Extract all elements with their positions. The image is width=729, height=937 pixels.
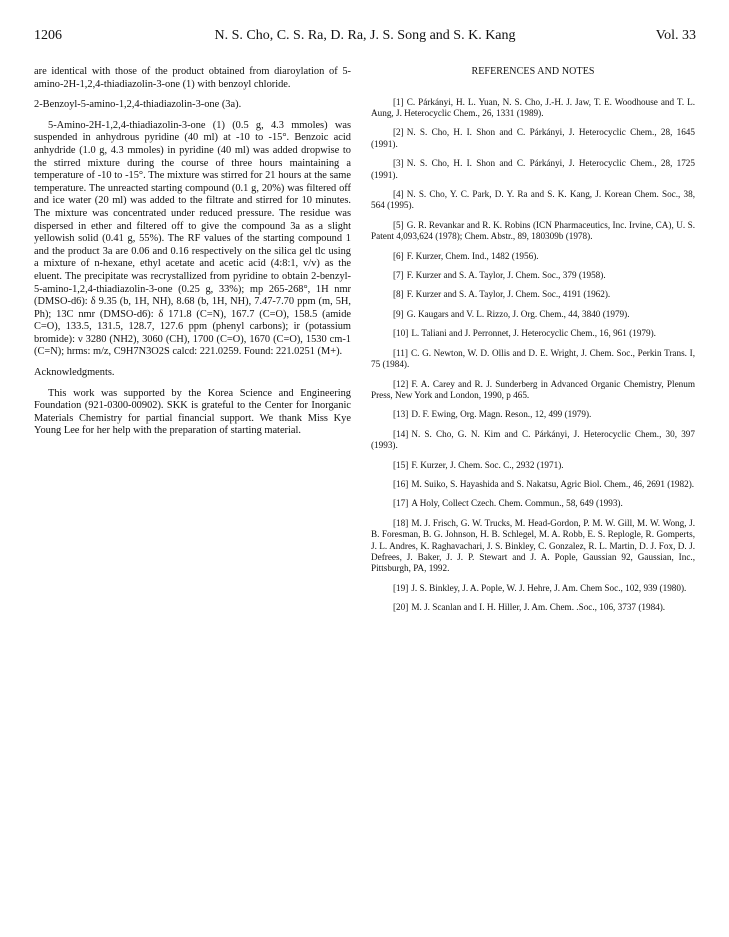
reference-number: [19] <box>393 582 409 593</box>
reference-text: F. Kurzer, Chem. Ind., 1482 (1956). <box>406 250 539 261</box>
reference-item <box>371 251 695 262</box>
reference-text: C. G. Newton, W. D. Ollis and D. E. Wright, J. Chem. Soc., Perkin Trans. I, 75 (1984). <box>371 347 695 370</box>
reference-item <box>371 328 695 339</box>
reference-item <box>371 602 695 613</box>
reference-item <box>371 518 695 575</box>
reference-text: M. J. Frisch, G. W. Trucks, M. Head-Gordon, P. M. W. Gill, M. W. Wong, J. B. Foresman, B. G. Johnson, H. B. Schlegel, M. A. Robb, E. S. Replogle, R. Gomperts, J. L. Andres, K. Raghavachari, J. S. Binkley, C. Gonzalez, R. L. Martin, D. J. Fox, D. J. Defrees, J. Baker, J. J. P. Stewart and J. A. Pople, Gaussian 92, Gaussian, Inc., Pittsburgh, PA, 1992. <box>371 517 695 574</box>
reference-item <box>371 270 695 281</box>
reference-number: [9] <box>393 308 404 319</box>
references-column <box>371 66 695 622</box>
reference-text: G. Kaugars and V. L. Rizzo, J. Org. Chem., 44, 3840 (1979). <box>406 308 630 319</box>
references-title: REFERENCES AND NOTES <box>471 66 595 77</box>
reference-text: F. A. Carey and R. J. Sunderberg in Advanced Organic Chemistry, Plenum Press, New York and London, 1990, p 465. <box>371 378 695 400</box>
reference-text: F. Kurzer and S. A. Taylor, J. Chem. Soc., 4191 (1962). <box>406 289 611 300</box>
reference-number: [10] <box>393 328 409 339</box>
acknowledgments-heading: Acknowledgments. <box>34 367 115 379</box>
reference-number: [15] <box>393 459 409 470</box>
volume-label: Vol. 33 <box>655 28 696 43</box>
left-column <box>34 66 351 446</box>
reference-number: [5] <box>393 219 404 230</box>
reference-text: F. Kurzer and S. A. Taylor, J. Chem. Soc., 379 (1958). <box>406 270 606 281</box>
reference-list <box>371 97 695 614</box>
reference-number: [18] <box>393 517 409 528</box>
reference-item <box>371 189 695 212</box>
reference-item <box>371 479 695 490</box>
reference-number: [13] <box>393 409 409 420</box>
reference-number: [4] <box>393 189 404 200</box>
reference-item <box>371 127 695 150</box>
reference-text: M. Suiko, S. Hayashida and S. Nakatsu, Agric Biol. Chem., 46, 2691 (1982). <box>411 478 695 489</box>
reference-number: [16] <box>393 478 409 489</box>
intro-paragraph: are identical with those of the product obtained from diaroylation of 5-amino-2H-1,2,4-thiadiazolin-3-one (1) with benzoyl chloride. <box>34 66 351 90</box>
reference-item <box>371 158 695 181</box>
reference-text: A Holy, Collect Czech. Chem. Commun., 58, 649 (1993). <box>411 498 623 509</box>
reference-text: N. S. Cho, H. I. Shon and C. Párkányi, J. Heterocyclic Chem., 28, 1645 (1991). <box>371 127 695 149</box>
reference-item <box>371 379 695 402</box>
compound-heading: 2-Benzoyl-5-amino-1,2,4-thiadiazolin-3-one (3a). <box>34 99 242 111</box>
reference-number: [20] <box>393 602 409 613</box>
running-authors: N. S. Cho, C. S. Ra, D. Ra, J. S. Song and S. K. Kang <box>214 28 516 43</box>
reference-item <box>371 498 695 509</box>
acknowledgments-paragraph: This work was supported by the Korea Science and Engineering Foundation (921-0300-00902). SKK is grateful to the Center for Inorganic Materials Chemistry for partial financial support. We thank Miss Kye Young Lee for her help with the preparation of starting material. <box>34 387 351 437</box>
reference-number: [3] <box>393 158 404 169</box>
reference-item <box>371 583 695 594</box>
reference-number: [7] <box>393 270 404 281</box>
procedure-paragraph: 5-Amino-2H-1,2,4-thiadiazolin-3-one (1) (0.5 g, 4.3 mmoles) was suspended in anhydrous pyridine (40 ml) at -10 to -15°. Benzoic acid anhydride (1.0 g, 4.3 mmoles) in pyridine (40 ml) was added dropwise to the stirred mixture during the course of three hours maintaining a temperature of -10 to -15°. The mixture was stirred for 21 hours at the same temperature. The unreacted starting compound (0.1 g, 20%) was filtered off and ice water (20 ml) was added to the filtrate and stirred for 10 minutes. The mixture was concentrated under reduced pressure. The residue was dispersed in ether and filtered off to give the compound 3a as a slight yellowish solid (0.41 g, 55%). The RF values of the starting compound 1 and the product 3a are 0.06 and 0.16 respectively on the silica gel tlc using a mixture of n-hexane, ethyl acetate and acetic acid (4:8:1, v/v) as the eluent. The precipitate was recrystallized from pyridine to obtain 2-benzyl-5-amino-1,2,4-thiadiazolin-3-one (0.25 g, 33%); mp 265-268°, 1H nmr (DMSO-d6): δ 9.35 (b, 1H, NH), 8.68 (b, 1H, NH), 7.47-7.70 ppm (m, 5H, Ph); 13C nmr (DMSO-d6): δ 171.8 (C=N), 167.7 (C=O), 158.5 (amide C=O), 133.5, 131.5, 128.7, 127.6 ppm (phenyl carbons); ir (potassium bromide): ν 3280 (NH2), 3060 (CH), 1700 (C=O), 1670 (C=O), 1530 cm-1 (C=N); hrms: m/z, C9H7N3O2S calcd: 221.0259. Found: 221.0251 (M+). <box>34 119 351 358</box>
reference-text: L. Taliani and J. Perronnet, J. Heterocyclic Chem., 16, 961 (1979). <box>411 328 656 339</box>
reference-number: [2] <box>393 127 404 138</box>
reference-text: N. S. Cho, H. I. Shon and C. Párkányi, J. Heterocyclic Chem., 28, 1725 (1991). <box>371 158 695 180</box>
page-header <box>34 28 696 48</box>
reference-item <box>371 429 695 452</box>
reference-text: D. F. Ewing, Org. Magn. Reson., 12, 499 (1979). <box>411 409 592 420</box>
reference-number: [1] <box>393 96 404 107</box>
reference-item <box>371 460 695 471</box>
reference-item <box>371 409 695 420</box>
reference-item <box>371 220 695 243</box>
reference-text: N. S. Cho, G. N. Kim and C. Párkányi, J. Heterocyclic Chem., 30, 397 (1993). <box>371 428 695 451</box>
reference-number: [6] <box>393 250 404 261</box>
reference-item <box>371 289 695 300</box>
reference-text: C. Párkányi, H. L. Yuan, N. S. Cho, J.-H. J. Jaw, T. E. Woodhouse and T. L. Aung, J. Heterocyclic Chem., 26, 1331 (1989). <box>371 96 695 118</box>
reference-text: N. S. Cho, Y. C. Park, D. Y. Ra and S. K. Kang, J. Korean Chem. Soc., 38, 564 (1995). <box>371 189 695 211</box>
reference-number: [14] <box>393 428 409 439</box>
reference-text: M. J. Scanlan and I. H. Hiller, J. Am. Chem. .Soc., 106, 3737 (1984). <box>411 602 666 613</box>
page-number: 1206 <box>34 28 62 43</box>
reference-item <box>371 309 695 320</box>
reference-number: [11] <box>393 347 408 358</box>
reference-number: [8] <box>393 289 404 300</box>
reference-item <box>371 97 695 120</box>
reference-text: F. Kurzer, J. Chem. Soc. C., 2932 (1971). <box>411 459 564 470</box>
reference-item <box>371 348 695 371</box>
reference-number: [12] <box>393 378 409 389</box>
reference-text: G. R. Revankar and R. K. Robins (ICN Pharmaceutics, Inc. Irvine, CA), U. S. Patent 4,093,624 (1978); Chem. Abstr., 89, 180309b (1978). <box>371 219 695 242</box>
reference-number: [17] <box>393 498 409 509</box>
reference-text: J. S. Binkley, J. A. Pople, W. J. Hehre, J. Am. Chem Soc., 102, 939 (1980). <box>411 582 687 593</box>
